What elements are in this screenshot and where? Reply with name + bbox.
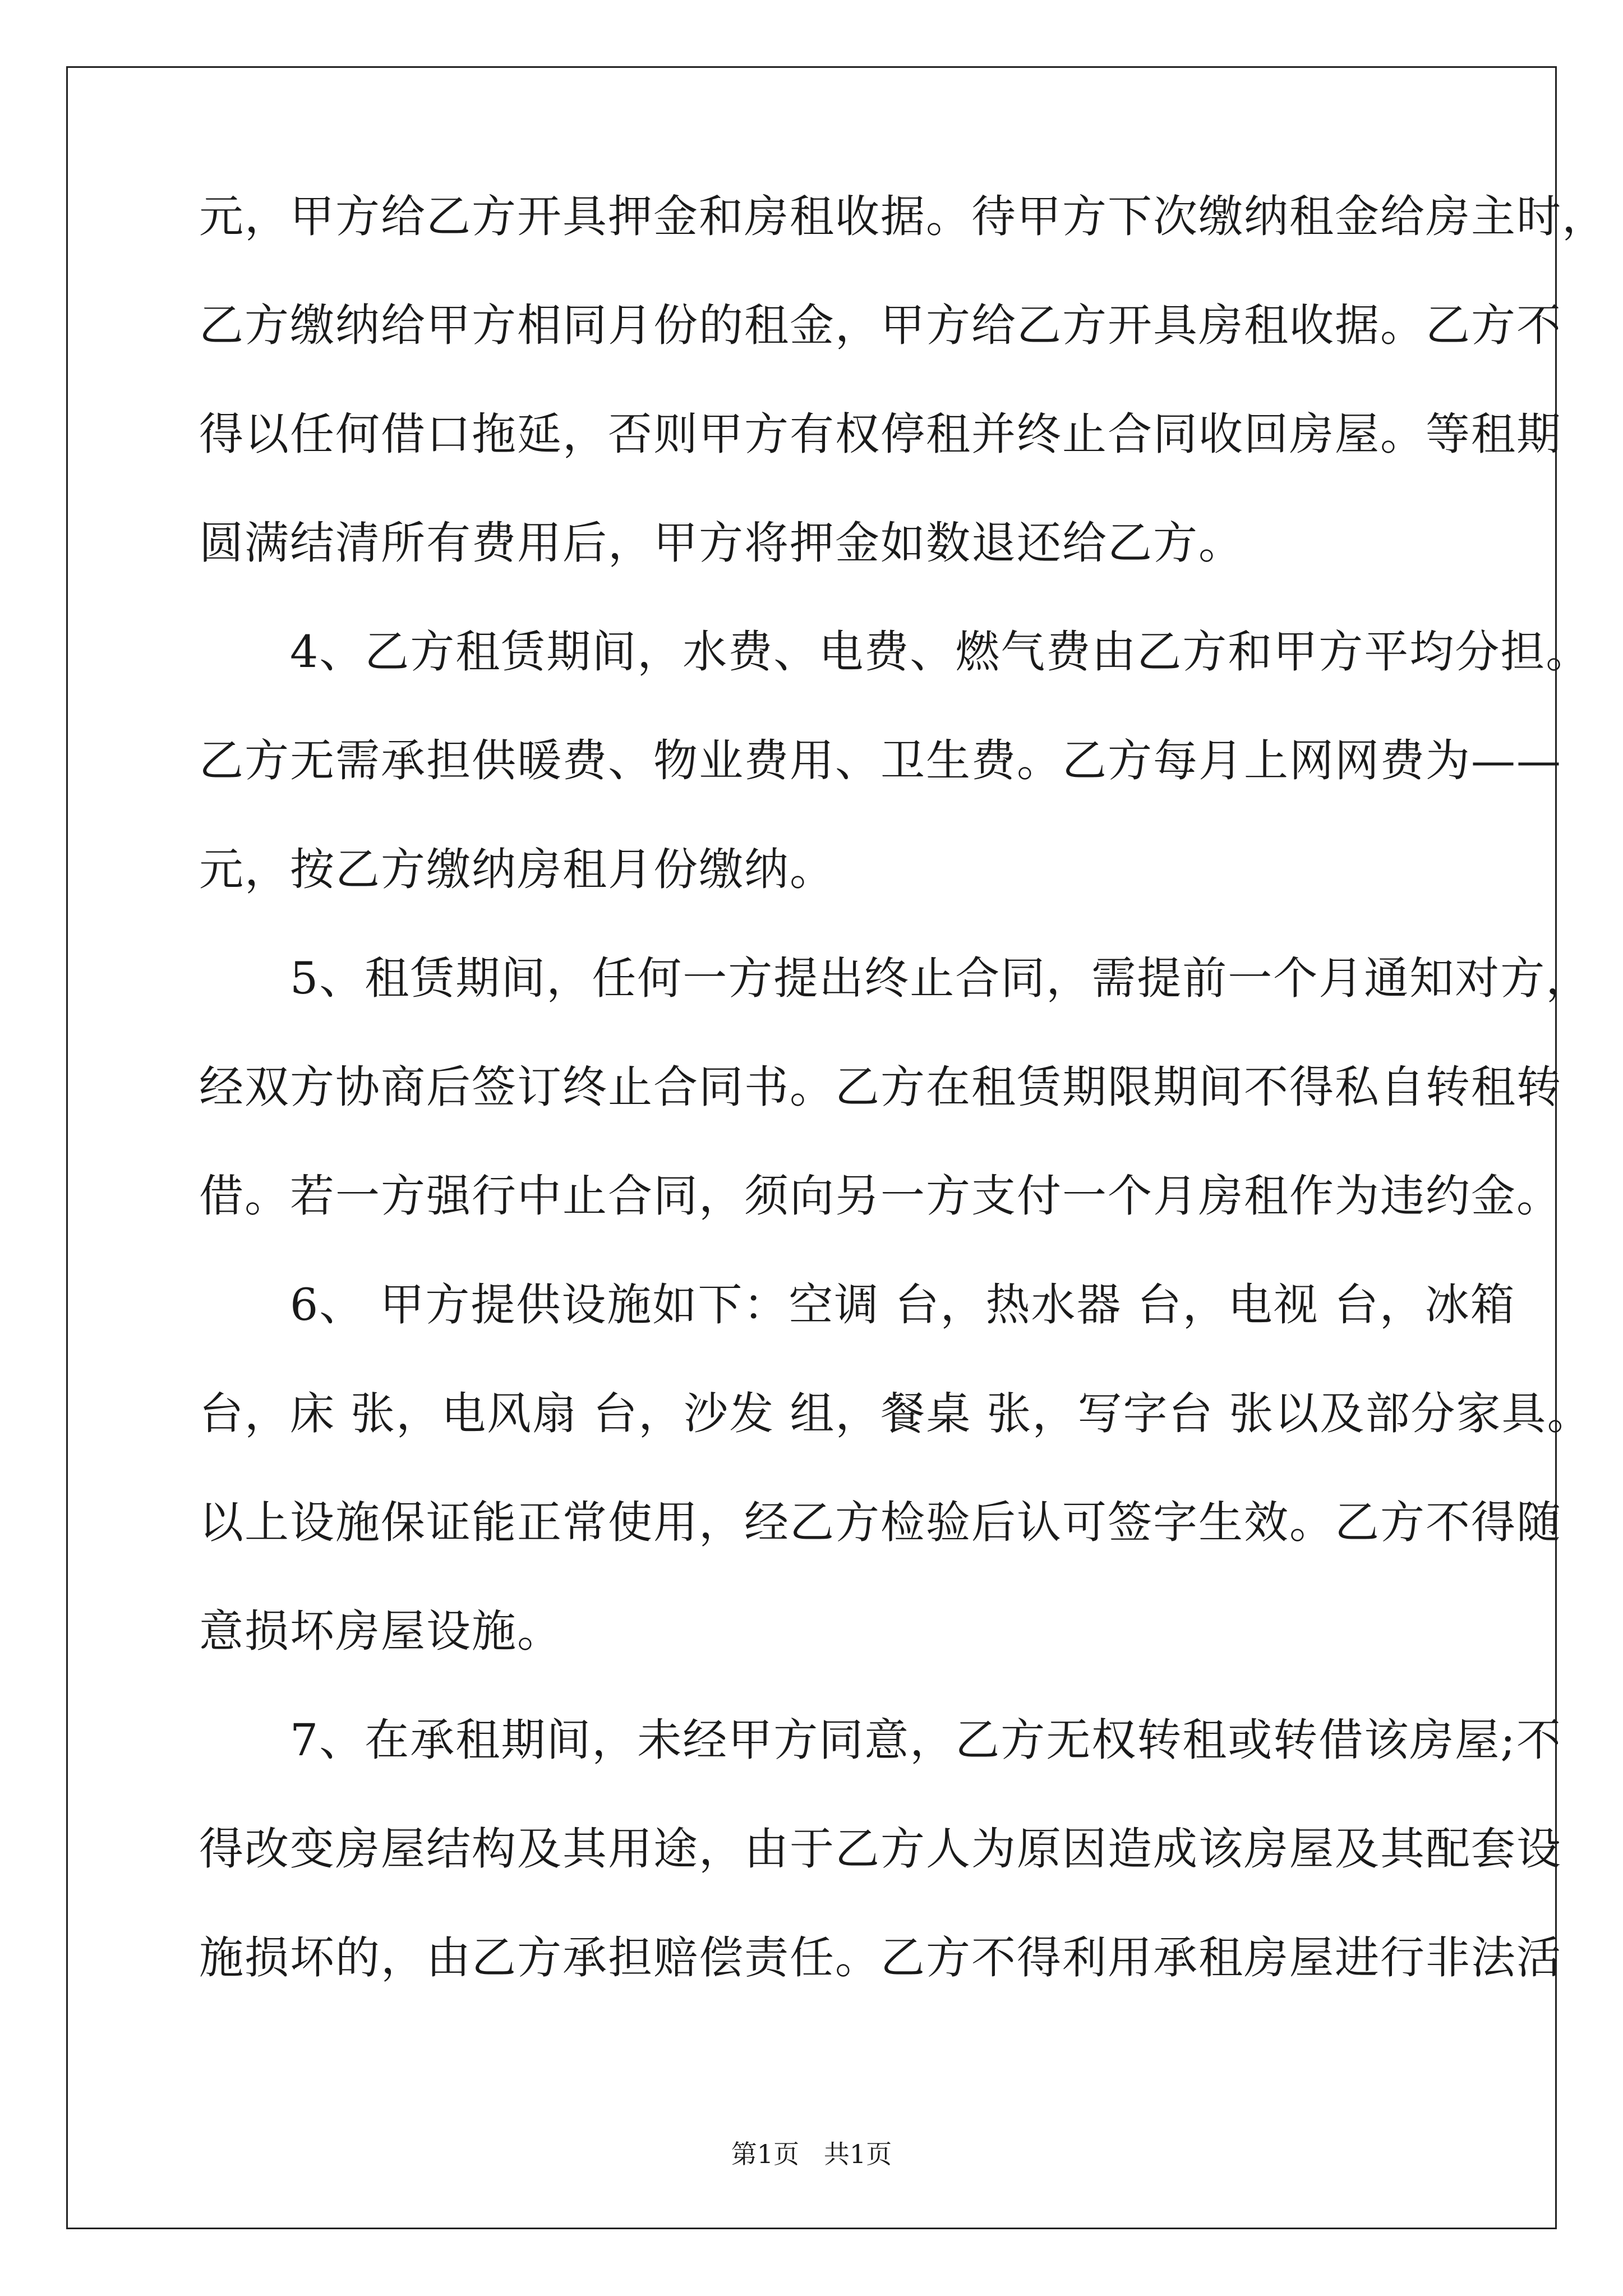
text-line: 圆满结清所有费用后，甲方将押金如数退还给乙方。 — [199, 517, 1244, 569]
text-line: 乙方缴纳给甲方相同月份的租金，甲方给乙方开具房租收据。乙方不 — [199, 300, 1562, 351]
page-number-footer: 第1页 共1页 — [731, 2139, 892, 2169]
text-line: 台，床 张，电风扇 台，沙发 组，餐桌 张，写字台 张以及部分家具。 — [199, 1388, 1593, 1439]
page-border — [66, 66, 1557, 2229]
text-line: 元，按乙方缴纳房租月份缴纳。 — [199, 844, 835, 895]
text-line: 借。若一方强行中止合同，须向另一方支付一个月房租作为违约金。 — [199, 1170, 1562, 1222]
text-line: 以上设施保证能正常使用，经乙方检验后认可签字生效。乙方不得随 — [199, 1497, 1562, 1548]
text-line: 经双方协商后签订终止合同书。乙方在租赁期限期间不得私自转租转 — [199, 1061, 1562, 1113]
text-line: 施损坏的，由乙方承担赔偿责任。乙方不得利用承租房屋进行非法活 — [199, 1932, 1562, 1984]
text-line: 7、在承租期间，未经甲方同意，乙方无权转租或转借该房屋;不 — [199, 1714, 1562, 1766]
text-line: 5、租赁期间，任何一方提出终止合同，需提前一个月通知对方， — [199, 953, 1592, 1004]
text-line: 意损坏房屋设施。 — [199, 1605, 562, 1657]
text-line: 得以任何借口拖延，否则甲方有权停租并终止合同收回房屋。等租期 — [199, 408, 1562, 460]
text-line: 4、乙方租赁期间，水费、电费、燃气费由乙方和甲方平均分担。 — [199, 626, 1592, 678]
text-line: 元，甲方给乙方开具押金和房租收据。待甲方下次缴纳租金给房主时， — [199, 191, 1607, 242]
text-line: 6、 甲方提供设施如下：空调 台，热水器 台，电视 台，冰箱 — [199, 1279, 1516, 1331]
text-line: 得改变房屋结构及其用途，由于乙方人为原因造成该房屋及其配套设 — [199, 1823, 1562, 1875]
text-line: 乙方无需承担供暖费、物业费用、卫生费。乙方每月上网网费为—— — [199, 735, 1562, 786]
